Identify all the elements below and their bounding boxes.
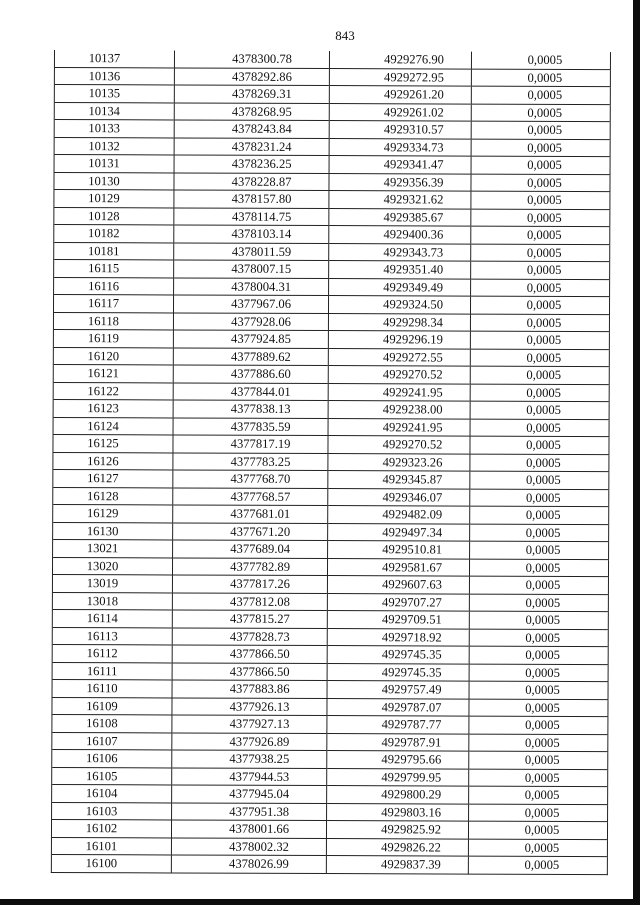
precision-cell: 0,0005 <box>469 716 608 734</box>
x-coordinate-cell: 4378026.99 <box>171 855 326 873</box>
y-coordinate-cell: 4929241.95 <box>328 383 470 401</box>
table-row <box>52 557 608 577</box>
table-row <box>53 522 609 542</box>
point-id-cell: 10182 <box>54 225 174 243</box>
point-id-cell: 10130 <box>54 172 174 190</box>
y-coordinate-cell: 4929334.73 <box>329 138 471 156</box>
x-coordinate-cell: 4377944.53 <box>172 767 327 785</box>
table-row <box>54 67 610 87</box>
x-coordinate-cell: 4377945.04 <box>172 785 327 803</box>
x-coordinate-cell: 4378231.24 <box>174 137 329 155</box>
table-row <box>54 172 610 192</box>
table-row <box>53 417 609 437</box>
point-id-cell: 10132 <box>54 137 174 155</box>
y-coordinate-cell: 4929351.40 <box>329 261 471 279</box>
table-row <box>53 399 609 419</box>
y-coordinate-cell: 4929346.07 <box>328 488 470 506</box>
x-coordinate-cell: 4377926.89 <box>172 732 327 750</box>
x-coordinate-cell: 4377927.13 <box>172 715 327 733</box>
table-row <box>51 837 607 857</box>
table-row <box>54 102 610 122</box>
y-coordinate-cell: 4929343.73 <box>329 243 471 261</box>
precision-cell: 0,0005 <box>469 594 608 612</box>
point-id-cell: 16127 <box>53 469 173 487</box>
point-id-cell: 13018 <box>52 592 172 610</box>
y-coordinate-cell: 4929296.19 <box>328 331 470 349</box>
y-coordinate-cell: 4929349.49 <box>329 278 471 296</box>
x-coordinate-cell: 4378004.31 <box>174 277 329 295</box>
x-coordinate-cell: 4377768.70 <box>173 470 328 488</box>
table-row <box>54 155 610 175</box>
precision-cell: 0,0005 <box>471 86 610 104</box>
page-number: 843 <box>335 28 355 43</box>
y-coordinate-cell: 4929799.95 <box>327 768 469 786</box>
x-coordinate-cell: 4377783.25 <box>173 452 328 470</box>
x-coordinate-cell: 4377844.01 <box>173 382 328 400</box>
y-coordinate-cell: 4929607.63 <box>327 576 469 594</box>
x-coordinate-cell: 4378001.66 <box>171 820 326 838</box>
precision-cell: 0,0005 <box>470 384 609 402</box>
point-id-cell: 10129 <box>54 190 174 208</box>
precision-cell: 0,0005 <box>469 786 608 804</box>
y-coordinate-cell: 4929825.92 <box>326 821 468 839</box>
y-coordinate-cell: 4929745.35 <box>327 646 469 664</box>
precision-cell: 0,0005 <box>470 489 609 507</box>
table-row <box>54 207 610 227</box>
y-coordinate-cell: 4929795.66 <box>327 751 469 769</box>
precision-cell: 0,0005 <box>471 191 610 209</box>
x-coordinate-cell: 4378269.31 <box>174 85 329 103</box>
precision-cell: 0,0005 <box>470 349 609 367</box>
point-id-cell: 16124 <box>53 417 173 435</box>
table-row <box>52 627 608 647</box>
precision-cell: 0,0005 <box>470 436 609 454</box>
point-id-cell: 16104 <box>52 784 172 802</box>
precision-cell: 0,0005 <box>468 839 607 857</box>
y-coordinate-cell: 4929321.62 <box>329 191 471 209</box>
precision-cell: 0,0005 <box>468 821 607 839</box>
x-coordinate-cell: 4377782.89 <box>172 557 327 575</box>
y-coordinate-cell: 4929270.52 <box>328 366 470 384</box>
table-row <box>52 592 608 612</box>
table-row <box>54 50 610 69</box>
table-row <box>52 802 608 822</box>
point-id-cell: 10137 <box>54 50 174 67</box>
precision-cell: 0,0005 <box>468 856 607 874</box>
point-id-cell: 16102 <box>51 819 171 837</box>
y-coordinate-cell: 4929261.02 <box>329 103 471 121</box>
table-row <box>53 295 609 315</box>
y-coordinate-cell: 4929272.55 <box>328 348 470 366</box>
precision-cell: 0,0005 <box>471 279 610 297</box>
y-coordinate-cell: 4929718.92 <box>327 628 469 646</box>
x-coordinate-cell: 4378300.78 <box>174 50 329 68</box>
point-id-cell: 16103 <box>52 802 172 820</box>
point-id-cell: 10133 <box>54 120 174 138</box>
point-id-cell: 10135 <box>54 85 174 103</box>
point-id-cell: 16117 <box>53 295 173 313</box>
scan-right-edge <box>633 0 640 905</box>
x-coordinate-cell: 4378243.84 <box>174 120 329 138</box>
table-row <box>53 382 609 402</box>
point-id-cell: 16129 <box>53 504 173 522</box>
y-coordinate-cell: 4929757.49 <box>327 681 469 699</box>
table-row <box>53 539 609 559</box>
y-coordinate-cell: 4929298.34 <box>328 313 470 331</box>
table-row <box>54 225 610 245</box>
precision-cell: 0,0005 <box>470 366 609 384</box>
x-coordinate-cell: 4377938.25 <box>172 750 327 768</box>
y-coordinate-cell: 4929400.36 <box>329 226 471 244</box>
y-coordinate-cell: 4929787.77 <box>327 716 469 734</box>
precision-cell: 0,0005 <box>471 209 610 227</box>
y-coordinate-cell: 4929482.09 <box>328 506 470 524</box>
point-id-cell: 16110 <box>52 679 172 697</box>
y-coordinate-cell: 4929787.07 <box>327 698 469 716</box>
precision-cell: 0,0005 <box>469 804 608 822</box>
x-coordinate-cell: 4377886.60 <box>173 365 328 383</box>
point-id-cell: 16113 <box>52 627 172 645</box>
y-coordinate-cell: 4929581.67 <box>327 558 469 576</box>
precision-cell: 0,0005 <box>471 69 610 87</box>
point-id-cell: 16123 <box>53 399 173 417</box>
precision-cell: 0,0005 <box>470 471 609 489</box>
precision-cell: 0,0005 <box>469 559 608 577</box>
y-coordinate-cell: 4929803.16 <box>327 803 469 821</box>
point-id-cell: 16112 <box>52 644 172 662</box>
precision-cell: 0,0005 <box>469 629 608 647</box>
y-coordinate-cell: 4929837.39 <box>326 856 468 874</box>
table-row <box>52 784 608 804</box>
x-coordinate-cell: 4378268.95 <box>174 102 329 120</box>
point-id-cell: 16111 <box>52 662 172 680</box>
point-id-cell: 16130 <box>53 522 173 540</box>
x-coordinate-cell: 4377681.01 <box>173 505 328 523</box>
x-coordinate-cell: 4377812.08 <box>172 592 327 610</box>
precision-cell: 0,0005 <box>469 611 608 629</box>
table-row <box>51 819 607 839</box>
table-row <box>51 854 607 874</box>
x-coordinate-cell: 4378114.75 <box>174 207 329 225</box>
point-id-cell: 16116 <box>54 277 174 295</box>
precision-cell: 0,0005 <box>469 664 608 682</box>
precision-cell: 0,0005 <box>471 139 610 157</box>
point-id-cell: 10128 <box>54 207 174 225</box>
x-coordinate-cell: 4378157.80 <box>174 190 329 208</box>
precision-cell: 0,0005 <box>470 331 609 349</box>
y-coordinate-cell: 4929345.87 <box>328 471 470 489</box>
x-coordinate-cell: 4377817.19 <box>173 435 328 453</box>
x-coordinate-cell: 4377866.50 <box>172 662 327 680</box>
table-row <box>54 85 610 105</box>
table-row <box>53 364 609 384</box>
coordinates-table-body <box>51 50 610 874</box>
x-coordinate-cell: 4377828.73 <box>172 627 327 645</box>
scan-bottom-edge <box>0 899 640 905</box>
precision-cell: 0,0005 <box>470 524 609 542</box>
x-coordinate-cell: 4378011.59 <box>174 242 329 260</box>
point-id-cell: 13021 <box>53 539 173 557</box>
table-row <box>52 767 608 787</box>
x-coordinate-cell: 4378007.15 <box>174 260 329 278</box>
table-row <box>54 120 610 140</box>
x-coordinate-cell: 4377889.62 <box>173 347 328 365</box>
table-row <box>53 312 609 332</box>
precision-cell: 0,0005 <box>470 506 609 524</box>
point-id-cell: 16106 <box>52 749 172 767</box>
y-coordinate-cell: 4929238.00 <box>328 401 470 419</box>
table-row <box>53 487 609 507</box>
point-id-cell: 10134 <box>54 102 174 120</box>
precision-cell: 0,0005 <box>469 576 608 594</box>
coordinates-table <box>51 50 611 875</box>
point-id-cell: 13019 <box>52 574 172 592</box>
point-id-cell: 16119 <box>53 329 173 347</box>
point-id-cell: 10181 <box>54 242 174 260</box>
y-coordinate-cell: 4929385.67 <box>329 208 471 226</box>
point-id-cell: 16120 <box>53 347 173 365</box>
table-row <box>53 434 609 454</box>
precision-cell: 0,0005 <box>470 401 609 419</box>
point-id-cell: 16118 <box>53 312 173 330</box>
x-coordinate-cell: 4377926.13 <box>172 697 327 715</box>
x-coordinate-cell: 4377768.57 <box>173 487 328 505</box>
point-id-cell: 16101 <box>51 837 171 855</box>
precision-cell: 0,0005 <box>471 261 610 279</box>
y-coordinate-cell: 4929272.95 <box>329 68 471 86</box>
table-row <box>53 347 609 367</box>
point-id-cell: 16121 <box>53 364 173 382</box>
precision-cell: 0,0005 <box>471 156 610 174</box>
point-id-cell: 16125 <box>53 434 173 452</box>
y-coordinate-cell: 4929356.39 <box>329 173 471 191</box>
precision-cell: 0,0005 <box>471 104 610 122</box>
table-row <box>54 277 610 297</box>
y-coordinate-cell: 4929241.95 <box>328 418 470 436</box>
y-coordinate-cell: 4929510.81 <box>328 541 470 559</box>
table-row <box>53 452 609 472</box>
y-coordinate-cell: 4929324.50 <box>328 296 470 314</box>
point-id-cell: 16100 <box>51 854 171 872</box>
table-row <box>54 242 610 262</box>
precision-cell: 0,0005 <box>470 296 609 314</box>
table-row <box>54 137 610 157</box>
x-coordinate-cell: 4378292.86 <box>174 67 329 85</box>
table-row <box>52 714 608 734</box>
y-coordinate-cell: 4929497.34 <box>328 523 470 541</box>
x-coordinate-cell: 4377928.06 <box>173 312 328 330</box>
y-coordinate-cell: 4929270.52 <box>328 436 470 454</box>
table-row <box>52 697 608 717</box>
x-coordinate-cell: 4377951.38 <box>172 802 327 820</box>
precision-cell: 0,0005 <box>471 52 610 70</box>
x-coordinate-cell: 4377924.85 <box>173 330 328 348</box>
x-coordinate-cell: 4378002.32 <box>171 837 326 855</box>
precision-cell: 0,0005 <box>469 751 608 769</box>
y-coordinate-cell: 4929276.90 <box>329 51 471 69</box>
y-coordinate-cell: 4929709.51 <box>327 611 469 629</box>
x-coordinate-cell: 4377866.50 <box>172 645 327 663</box>
x-coordinate-cell: 4377883.86 <box>172 680 327 698</box>
precision-cell: 0,0005 <box>470 314 609 332</box>
y-coordinate-cell: 4929310.57 <box>329 121 471 139</box>
x-coordinate-cell: 4377817.26 <box>172 575 327 593</box>
x-coordinate-cell: 4377689.04 <box>173 540 328 558</box>
table-row <box>52 749 608 769</box>
precision-cell: 0,0005 <box>469 646 608 664</box>
x-coordinate-cell: 4378228.87 <box>174 172 329 190</box>
point-id-cell: 16108 <box>52 714 172 732</box>
x-coordinate-cell: 4378103.14 <box>174 225 329 243</box>
precision-cell: 0,0005 <box>469 769 608 787</box>
y-coordinate-cell: 4929826.22 <box>326 838 468 856</box>
point-id-cell: 13020 <box>52 557 172 575</box>
y-coordinate-cell: 4929745.35 <box>327 663 469 681</box>
table-row <box>54 190 610 210</box>
x-coordinate-cell: 4377967.06 <box>173 295 328 313</box>
table-row <box>52 662 608 682</box>
precision-cell: 0,0005 <box>470 541 609 559</box>
point-id-cell: 10131 <box>54 155 174 173</box>
point-id-cell: 16109 <box>52 697 172 715</box>
precision-cell: 0,0005 <box>471 244 610 262</box>
point-id-cell: 16105 <box>52 767 172 785</box>
table-row <box>53 504 609 524</box>
table-row <box>52 609 608 629</box>
point-id-cell: 16114 <box>52 609 172 627</box>
precision-cell: 0,0005 <box>469 699 608 717</box>
y-coordinate-cell: 4929261.20 <box>329 86 471 104</box>
table-row <box>52 679 608 699</box>
precision-cell: 0,0005 <box>470 454 609 472</box>
precision-cell: 0,0005 <box>470 419 609 437</box>
precision-cell: 0,0005 <box>469 734 608 752</box>
precision-cell: 0,0005 <box>471 226 610 244</box>
point-id-cell: 16107 <box>52 732 172 750</box>
table-row <box>52 732 608 752</box>
table-row <box>53 329 609 349</box>
point-id-cell: 16115 <box>54 260 174 278</box>
x-coordinate-cell: 4377671.20 <box>173 522 328 540</box>
table-row <box>53 469 609 489</box>
point-id-cell: 16128 <box>53 487 173 505</box>
y-coordinate-cell: 4929341.47 <box>329 156 471 174</box>
coordinates-table-wrapper <box>51 50 610 875</box>
table-row <box>52 574 608 594</box>
x-coordinate-cell: 4377838.13 <box>173 400 328 418</box>
point-id-cell: 16126 <box>53 452 173 470</box>
y-coordinate-cell: 4929323.26 <box>328 453 470 471</box>
point-id-cell: 16122 <box>53 382 173 400</box>
x-coordinate-cell: 4378236.25 <box>174 155 329 173</box>
y-coordinate-cell: 4929707.27 <box>327 593 469 611</box>
table-row <box>54 260 610 280</box>
precision-cell: 0,0005 <box>471 121 610 139</box>
y-coordinate-cell: 4929787.91 <box>327 733 469 751</box>
precision-cell: 0,0005 <box>471 174 610 192</box>
precision-cell: 0,0005 <box>469 681 608 699</box>
point-id-cell: 10136 <box>54 67 174 85</box>
x-coordinate-cell: 4377815.27 <box>172 610 327 628</box>
y-coordinate-cell: 4929800.29 <box>327 786 469 804</box>
table-row <box>52 644 608 664</box>
x-coordinate-cell: 4377835.59 <box>173 417 328 435</box>
